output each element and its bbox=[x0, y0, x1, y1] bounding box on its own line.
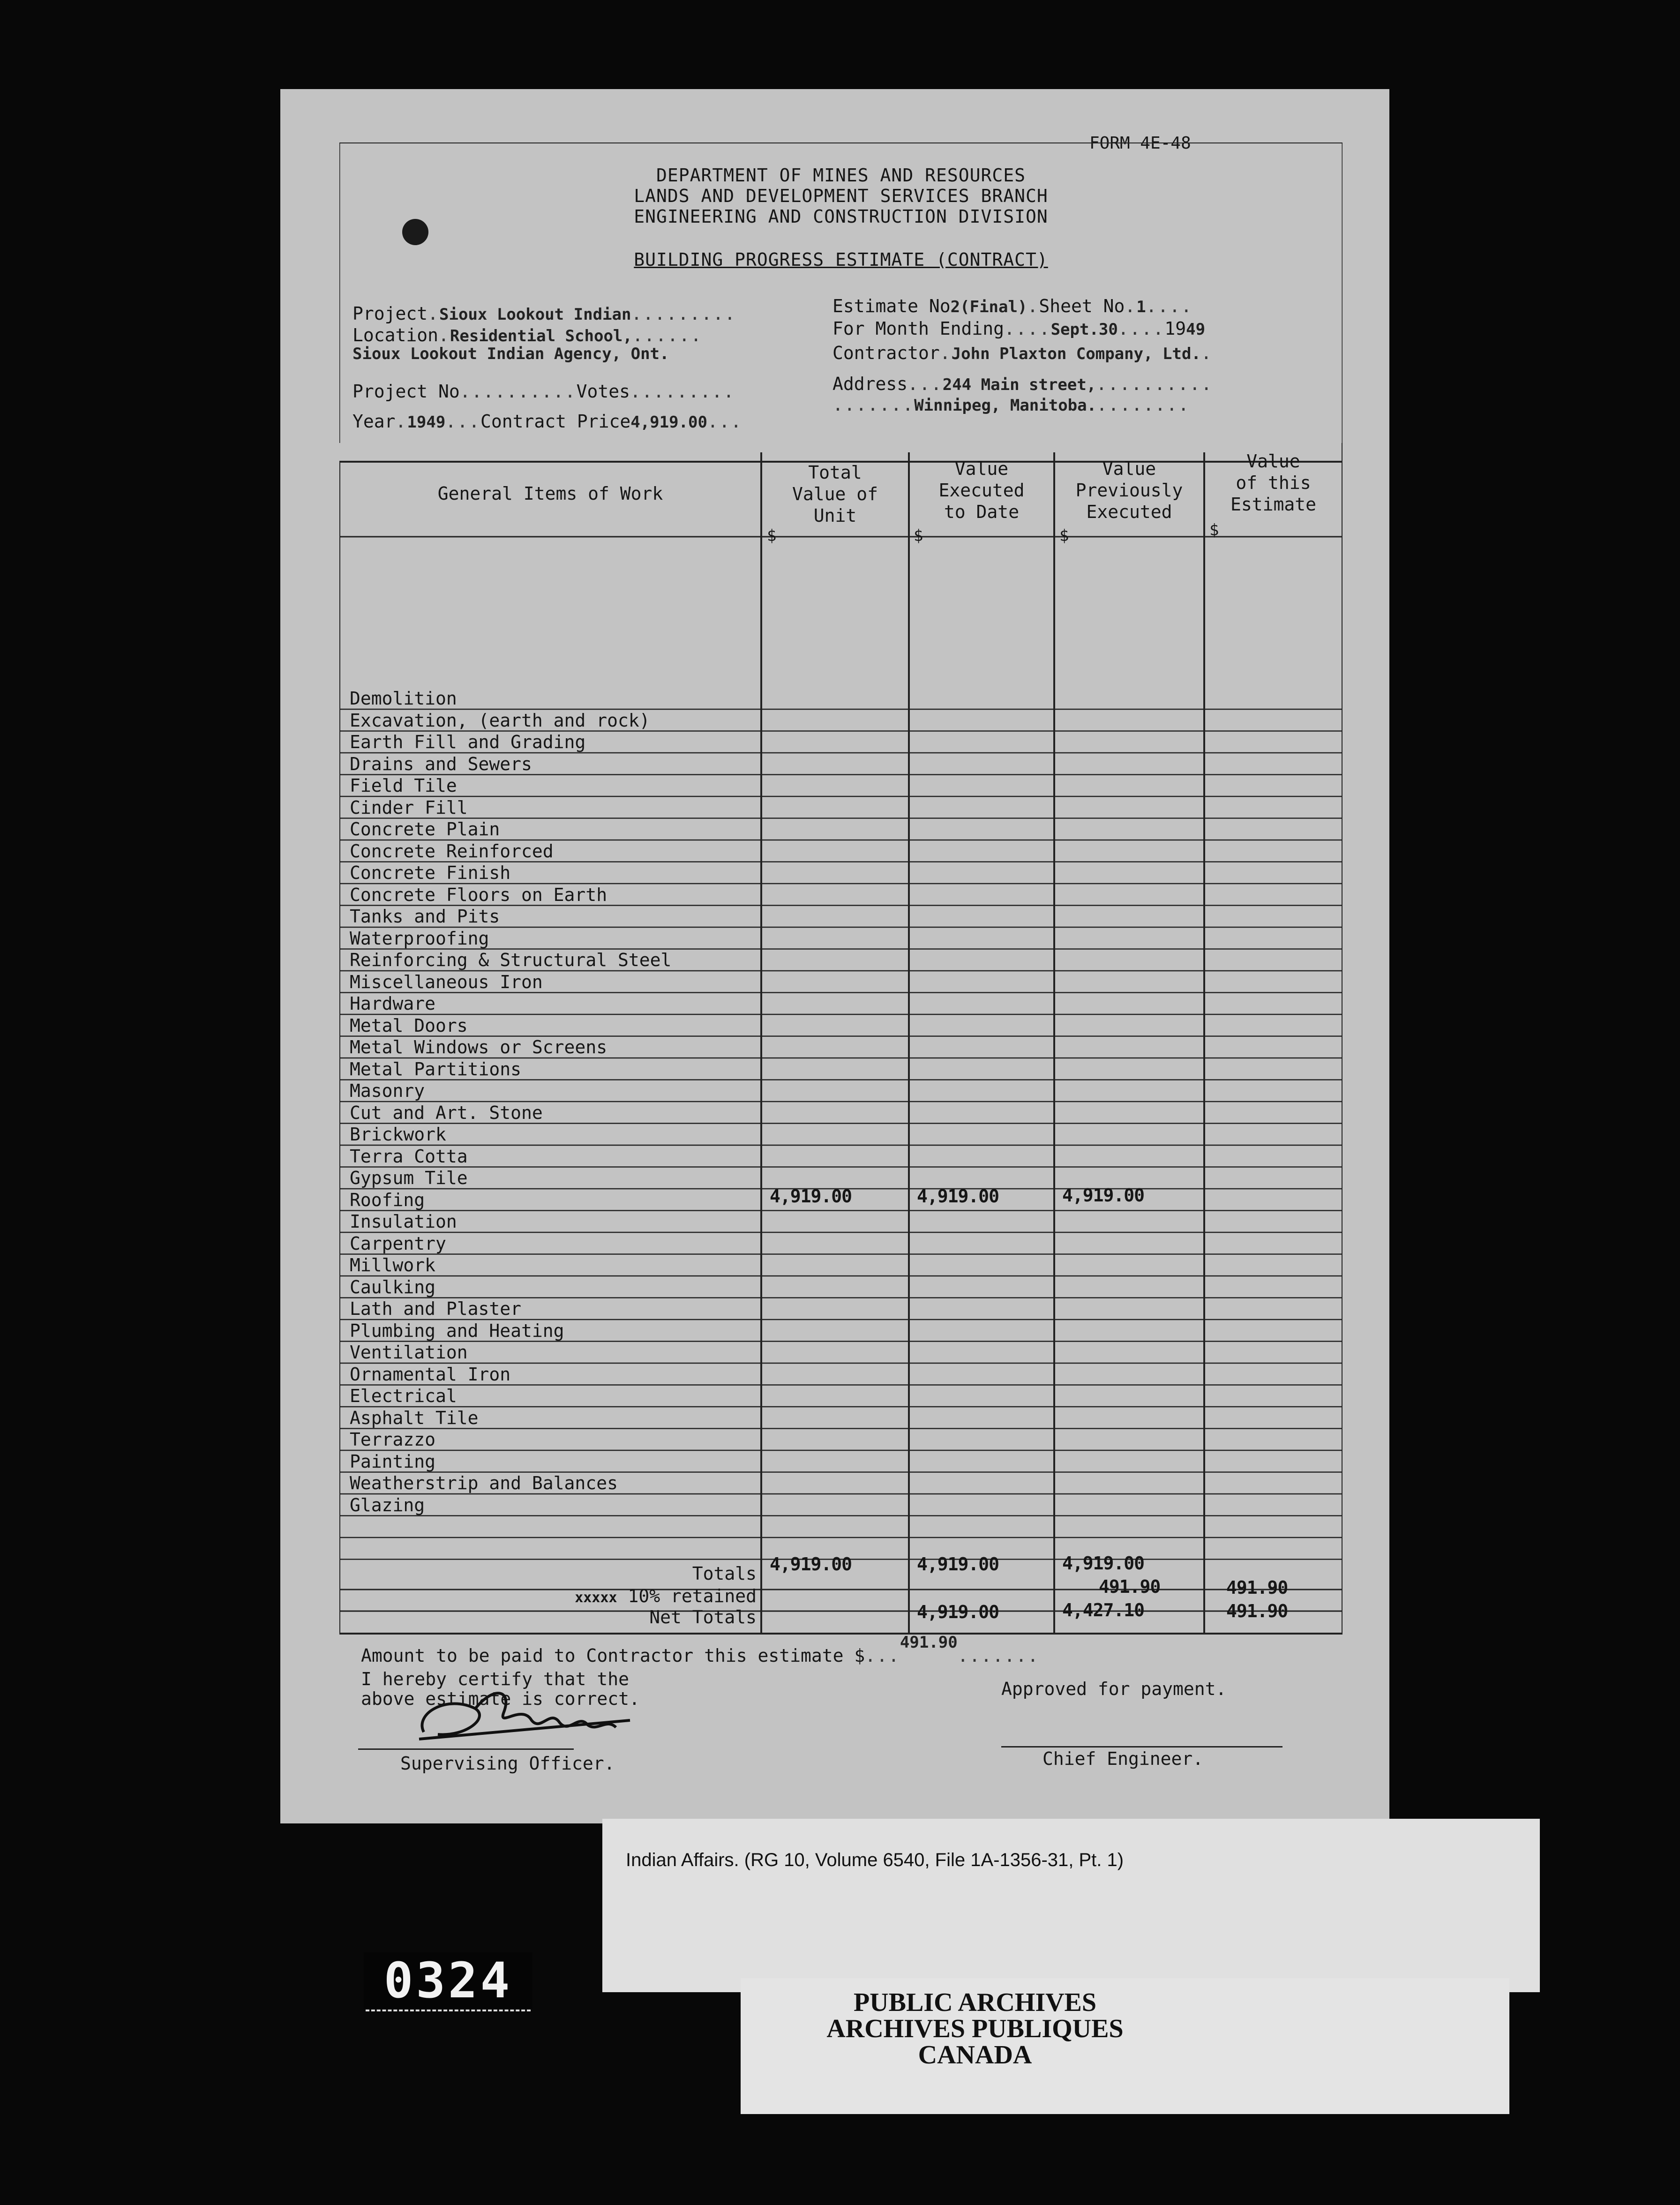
work-item-row: Painting bbox=[350, 1451, 436, 1472]
col-header-items: General Items of Work bbox=[437, 483, 663, 504]
amount-to-pay: Amount to be paid to Contractor this estimate $...491.90....... bbox=[361, 1633, 1039, 1666]
work-item-row: Roofing bbox=[350, 1189, 425, 1210]
month-ending-field: For Month Ending....Sept.30....1949 bbox=[832, 318, 1206, 339]
frame-counter-digits: 0324 bbox=[383, 1952, 513, 2009]
supervisor-signature bbox=[410, 1676, 644, 1746]
project-field: Project.Sioux Lookout Indian......... bbox=[352, 303, 736, 324]
estimate-no-field: Estimate No2(Final).Sheet No.1.... bbox=[832, 296, 1193, 316]
chief-engineer-label: Chief Engineer. bbox=[1042, 1748, 1204, 1769]
supervising-officer-label: Supervising Officer. bbox=[400, 1753, 615, 1774]
plumbing-previous-value: 4,919.00 bbox=[1062, 1185, 1145, 1206]
totals-previous-value: 4,919.00 bbox=[1062, 1553, 1145, 1574]
currency-this: $ bbox=[1209, 521, 1219, 540]
work-item-row: Gypsum Tile bbox=[350, 1168, 468, 1188]
retained-this-value: 491.90 bbox=[1226, 1577, 1288, 1598]
header-department: DEPARTMENT OF MINES AND RESOURCES bbox=[656, 165, 1026, 186]
location-field: Location.Residential School,...... bbox=[352, 325, 703, 345]
approved-label: Approved for payment. bbox=[1001, 1679, 1227, 1699]
archive-reference: Indian Affairs. (RG 10, Volume 6540, File 1A-1356-31, Pt. 1) bbox=[626, 1850, 1124, 1870]
net-previous-value: 4,427.10 bbox=[1062, 1600, 1145, 1620]
retained-label: xxxxx 10% retained bbox=[575, 1586, 757, 1606]
address-field: Address...244 Main street,.......... bbox=[832, 374, 1213, 394]
work-item-row: Caulking bbox=[350, 1276, 436, 1298]
col-header-this-estimate: Value of this Estimate bbox=[1230, 451, 1317, 515]
contractor-field: Contractor.John Plaxton Company, Ltd.. bbox=[832, 343, 1213, 363]
currency-executed: $ bbox=[914, 526, 923, 545]
work-item-row: Cinder Fill bbox=[350, 797, 468, 818]
archive-line-3: CANADA bbox=[918, 2040, 1032, 2070]
col-header-previous: Value Previously Executed bbox=[1075, 458, 1183, 522]
work-item-row: Excavation, (earth and rock) bbox=[350, 710, 650, 731]
currency-previous: $ bbox=[1059, 526, 1069, 545]
totals-executed-value: 4,919.00 bbox=[917, 1554, 999, 1575]
work-item-row: Miscellaneous Iron bbox=[350, 971, 543, 992]
work-item-row: Hardware bbox=[350, 993, 436, 1014]
work-item-row: Metal Windows or Screens bbox=[350, 1037, 608, 1058]
work-item-row: Glazing bbox=[350, 1494, 425, 1515]
project-no-field: Project No..........Votes......... bbox=[352, 381, 735, 402]
plumbing-total-value: 4,919.00 bbox=[770, 1186, 852, 1207]
form-number: FORM 4E-48 bbox=[1089, 134, 1191, 153]
work-item-row: Weatherstrip and Balances bbox=[350, 1473, 618, 1493]
work-item-row: Asphalt Tile bbox=[350, 1407, 479, 1428]
work-item-row: Concrete Plain bbox=[350, 819, 500, 840]
work-item-row: Tanks and Pits bbox=[350, 906, 500, 927]
work-item-row: Lath and Plaster bbox=[350, 1298, 522, 1319]
chief-sign-line bbox=[1001, 1746, 1282, 1748]
work-item-row: Insulation bbox=[350, 1211, 457, 1232]
frame-counter bbox=[364, 1952, 532, 2009]
archive-stamp-card bbox=[741, 1978, 1509, 2114]
work-item-row: Field Tile bbox=[350, 775, 457, 796]
work-item-row: Drains and Sewers bbox=[350, 753, 532, 774]
archive-line-1: PUBLIC ARCHIVES bbox=[853, 1988, 1097, 2017]
work-item-row: Earth Fill and Grading bbox=[350, 732, 586, 752]
currency-total: $ bbox=[767, 526, 777, 545]
form-title: BUILDING PROGRESS ESTIMATE (CONTRACT) bbox=[634, 249, 1048, 270]
location-field-2: Sioux Lookout Indian Agency, Ont. bbox=[352, 345, 669, 363]
work-item-row: Plumbing and Heating bbox=[350, 1320, 564, 1341]
net-totals-label: Net Totals bbox=[649, 1607, 757, 1628]
work-item-row: Reinforcing & Structural Steel bbox=[350, 950, 672, 970]
year-field: Year.1949...Contract Price4,919.00... bbox=[352, 411, 742, 432]
work-item-row: Cut and Art. Stone bbox=[350, 1102, 543, 1123]
plumbing-executed-value: 4,919.00 bbox=[917, 1186, 999, 1207]
work-item-row: Demolition bbox=[350, 688, 457, 709]
certify-line-1: I hereby certify that the bbox=[361, 1669, 629, 1689]
work-item-row: Ventilation bbox=[350, 1342, 468, 1363]
work-item-row: Millwork bbox=[350, 1255, 436, 1275]
film-perforation bbox=[366, 2010, 531, 2016]
net-executed-value: 4,919.00 bbox=[917, 1602, 999, 1622]
certify-line-2: above estimate is correct. bbox=[361, 1688, 640, 1709]
supervisor-sign-line bbox=[358, 1748, 574, 1750]
work-item-row: Metal Doors bbox=[350, 1015, 468, 1036]
totals-total-value: 4,919.00 bbox=[770, 1554, 852, 1575]
net-this-value: 491.90 bbox=[1226, 1601, 1288, 1621]
work-item-row: Ornamental Iron bbox=[350, 1364, 511, 1385]
totals-label: Totals bbox=[692, 1563, 757, 1584]
retained-previous-value: 491.90 bbox=[1099, 1576, 1161, 1597]
work-item-row: Concrete Reinforced bbox=[350, 840, 554, 862]
archive-line-2: ARCHIVES PUBLIQUES bbox=[826, 2014, 1124, 2043]
work-item-row: Terrazzo bbox=[350, 1429, 436, 1450]
work-item-row: Brickwork bbox=[350, 1124, 446, 1145]
work-item-row: Masonry bbox=[350, 1080, 425, 1101]
work-item-row: Terra Cotta bbox=[350, 1146, 468, 1167]
header-branch: LANDS AND DEVELOPMENT SERVICES BRANCH bbox=[634, 186, 1048, 206]
work-item-row: Concrete Finish bbox=[350, 862, 511, 883]
header-division: ENGINEERING AND CONSTRUCTION DIVISION bbox=[634, 206, 1048, 227]
work-item-row: Carpentry bbox=[350, 1233, 446, 1254]
work-item-row: Waterproofing bbox=[350, 928, 489, 949]
work-item-row: Electrical bbox=[350, 1386, 457, 1406]
progress-estimate-form bbox=[339, 134, 1342, 1788]
work-item-row: Metal Partitions bbox=[350, 1058, 522, 1080]
archive-reference-card bbox=[602, 1819, 1540, 1992]
col-header-total: Total Value of Unit bbox=[792, 462, 878, 526]
col-header-executed: Value Executed to Date bbox=[938, 458, 1025, 522]
address-field-2: .......Winnipeg, Manitoba......... bbox=[832, 394, 1190, 415]
work-item-row: Concrete Floors on Earth bbox=[350, 884, 608, 905]
